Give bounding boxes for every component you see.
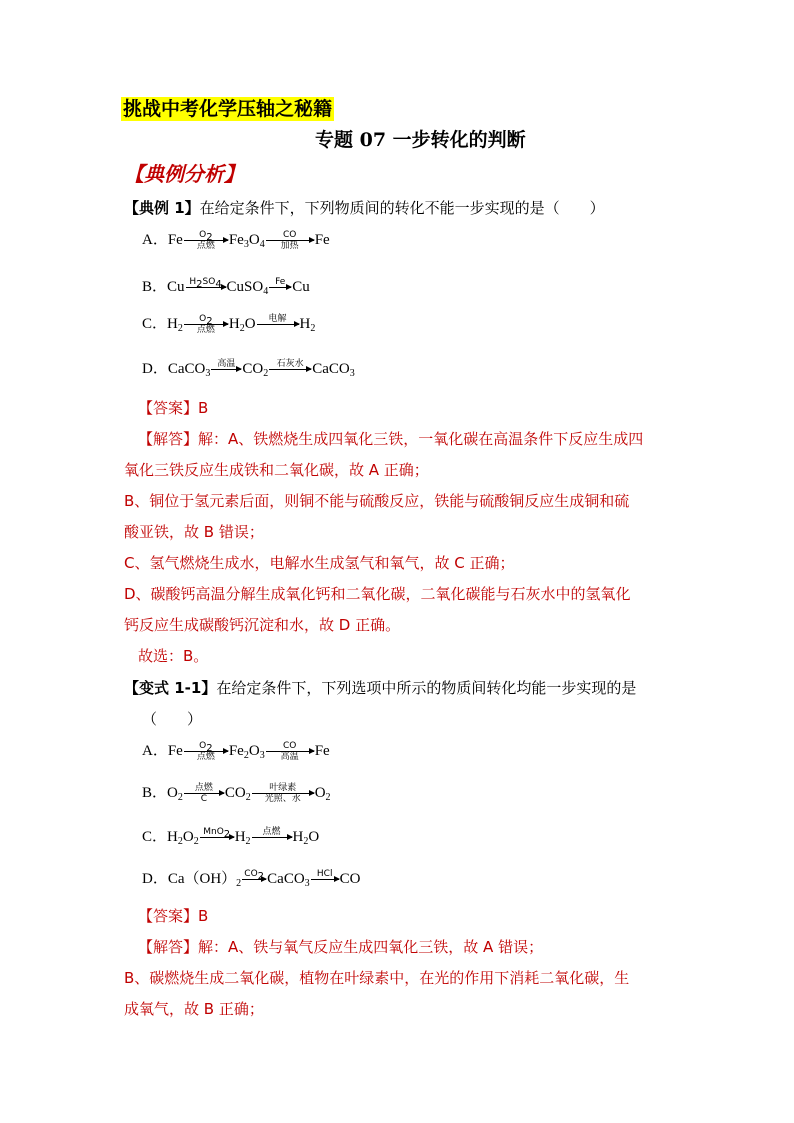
reaction-arrow: 点燃 C xyxy=(184,783,224,804)
analysis-1-line-5: C、氢气燃烧生成水，电解水生成氢气和氧气，故 C 正确； xyxy=(124,554,515,572)
analysis-1-line-4: 酸亚铁，故 B 错误； xyxy=(124,523,264,541)
page-title: 专题 07 一步转化的判断 xyxy=(315,129,526,151)
reaction-arrow: 高温 xyxy=(211,359,241,380)
analysis-1-line-1: 【解答】解：A、铁燃烧生成四氧化三铁，一氧化碳在高温条件下反应生成四 xyxy=(138,430,644,448)
reaction-arrow: $H_2SO_4$ xyxy=(186,277,226,298)
analysis-2-line-1: 【解答】解：A、铁与氧气反应生成四氧化三铁，故 A 错误； xyxy=(138,938,544,956)
analysis-1-line-2: 氧化三铁反应生成铁和二氧化碳，故 A 正确； xyxy=(124,461,429,479)
analysis-1-line-3: B、铜位于氢元素后面，则铜不能与硫酸反应，铁能与硫酸铜反应生成铜和硫 xyxy=(124,492,630,510)
example-1-question xyxy=(124,197,605,219)
variant-option-d: D．$Ca(OH)_2$ $CO_2$ CaCO$_3$ HCl CO xyxy=(142,869,361,889)
reaction-arrow: HCl xyxy=(311,869,339,890)
example-1-tag: 【典例 1】 xyxy=(124,199,200,217)
reaction-arrow: $O_2$ 点燃 xyxy=(184,741,228,762)
reaction-arrow: MnO$_2$ xyxy=(200,827,234,848)
reaction-arrow: 叶绿素 光照、水 xyxy=(252,783,314,804)
analysis-1-line-8: 故选：B。 xyxy=(138,647,209,665)
reaction-arrow: 石灰水 xyxy=(269,359,311,380)
variant-option-a: A．Fe $O_2$ 点燃 $Fe_2O_3$ CO 高温 Fe xyxy=(142,741,330,763)
reaction-arrow: $O_2$ 点燃 xyxy=(184,230,228,251)
analysis-2-line-2: B、碳燃烧生成二氧化碳，植物在叶绿素中，在光的作用下消耗二氧化碳，生 xyxy=(124,969,630,987)
analysis-1-line-7: 钙反应生成碳酸钙沉淀和水，故 D 正确。 xyxy=(124,616,401,634)
option-c: C．$H_2$ $O_2$ 点燃 $H_2O$ 电解 $H_2$ xyxy=(142,314,316,336)
example-1-text: 在给定条件下，下列物质间的转化不能一步实现的是（ ） xyxy=(199,199,605,217)
reaction-arrow: $O_2$ 点燃 xyxy=(184,314,228,335)
variant-1-1-question xyxy=(124,677,636,699)
analysis-2-line-3: 成氧气，故 B 正确； xyxy=(124,1000,264,1018)
reaction-arrow: 电解 xyxy=(257,314,299,335)
reaction-arrow: $CO_2$ xyxy=(242,869,266,890)
reaction-arrow: Fe xyxy=(269,277,291,298)
banner: 挑战中考化学压轴之秘籍 xyxy=(123,98,333,120)
reaction-arrow: 点燃 xyxy=(252,827,292,848)
variant-1-1-tag: 【变式 1-1】 xyxy=(124,679,217,697)
reaction-arrow: CO 加热 xyxy=(266,230,314,251)
variant-1-1-paren: （ ） xyxy=(142,710,203,728)
analysis-1-line-6: D、碳酸钙高温分解生成氧化钙和二氧化碳，二氧化碳能与石灰水中的氢氧化 xyxy=(124,585,631,603)
option-d: D．CaCO$_3$ 高温 $CO_2$ 石灰水 CaCO$_3$ xyxy=(142,359,355,379)
option-b: B．Cu $H_2SO_4$ CuSO$_4$ Fe Cu xyxy=(142,277,310,297)
variant-1-1-text: 在给定条件下，下列选项中所示的物质间转化均能一步实现的是 xyxy=(216,679,637,697)
section-heading: 【典例分析】 xyxy=(124,162,244,186)
option-a: A．Fe $O_2$ 点燃 $Fe_3O_4$ CO 加热 Fe xyxy=(142,230,330,252)
reaction-arrow: CO 高温 xyxy=(266,741,314,762)
answer-2: 【答案】B xyxy=(138,907,209,925)
answer-1: 【答案】B xyxy=(138,399,209,417)
variant-option-b: B．$O_2$ 点燃 C $CO_2$ 叶绿素 光照、水 $O_2$ xyxy=(142,783,331,805)
variant-option-c: C．$H_2O_2$ MnO$_2$ $H_2$ 点燃 $H_2O$ xyxy=(142,827,320,847)
